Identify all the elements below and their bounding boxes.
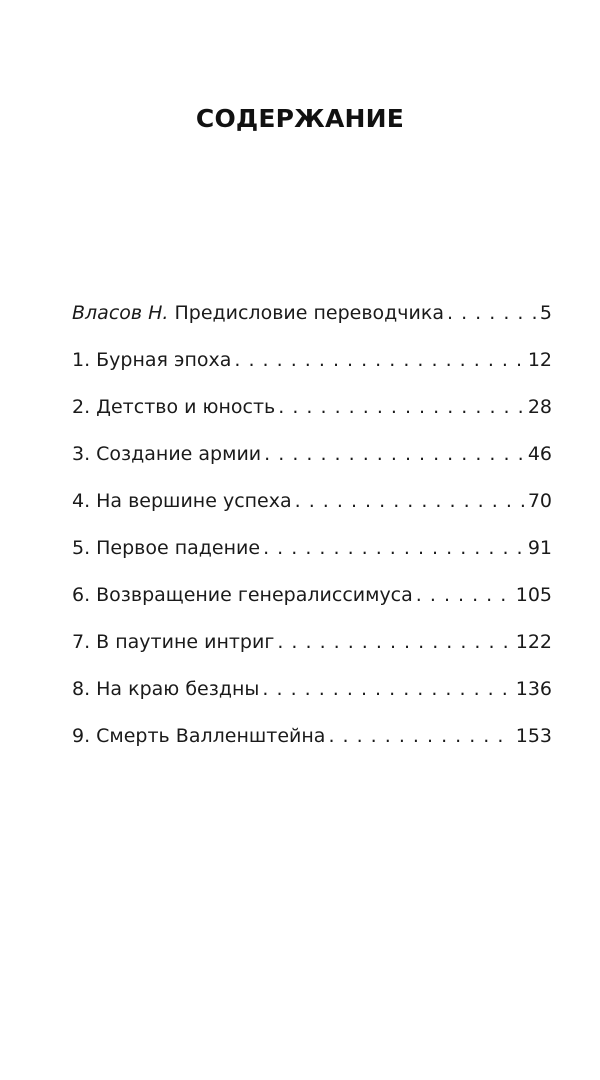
toc-entry-number: 4. xyxy=(72,490,91,512)
toc-entry-page: 91 xyxy=(527,537,552,559)
toc-entry-title: Создание армии xyxy=(96,443,262,465)
toc-entry-title: Предисловие переводчика xyxy=(174,302,444,324)
dot-leader xyxy=(328,719,512,753)
toc-entry-page: 12 xyxy=(527,349,552,371)
toc-entry-chapter-9 xyxy=(72,719,552,766)
toc-entry-number: 1. xyxy=(72,349,91,371)
dot-leader xyxy=(278,390,525,424)
toc-entry-page: 136 xyxy=(515,678,552,700)
toc-entry-number: 7. xyxy=(72,631,91,653)
toc-entry-title: На краю бездны xyxy=(96,678,260,700)
toc-entry-chapter-4 xyxy=(72,484,552,531)
dot-leader xyxy=(295,484,525,518)
toc-entry-title: На вершине успеха xyxy=(96,490,292,512)
dot-leader xyxy=(262,672,512,706)
toc-entry-page: 70 xyxy=(527,490,552,512)
toc-entry-author: Власов Н. xyxy=(72,302,169,324)
toc-entry-number: 3. xyxy=(72,443,91,465)
toc-entry-page: 153 xyxy=(515,725,552,747)
toc-entry-title: Первое падение xyxy=(96,537,261,559)
toc-entry-number: 6. xyxy=(72,584,91,606)
toc-entry-number: 2. xyxy=(72,396,91,418)
toc-entry-title: Возвращение генералиссимуса xyxy=(96,584,413,606)
toc-entry-title: В паутине интриг xyxy=(96,631,275,653)
toc-entry-page: 46 xyxy=(527,443,552,465)
toc-entry-chapter-1 xyxy=(72,343,552,390)
toc-entry-title: Детство и юность xyxy=(96,396,276,418)
toc-entry-chapter-2 xyxy=(72,390,552,437)
table-of-contents xyxy=(72,296,552,766)
toc-entry-page: 105 xyxy=(515,584,552,606)
toc-entry-number: 5. xyxy=(72,537,91,559)
toc-entry-page: 28 xyxy=(527,396,552,418)
toc-entry-preface xyxy=(72,296,552,343)
toc-entry-title: Бурная эпоха xyxy=(96,349,232,371)
dot-leader xyxy=(277,625,512,659)
toc-entry-chapter-7 xyxy=(72,625,552,672)
dot-leader xyxy=(264,437,525,471)
toc-entry-title: Смерть Валленштейна xyxy=(96,725,326,747)
toc-entry-number: 8. xyxy=(72,678,91,700)
toc-entry-chapter-3 xyxy=(72,437,552,484)
toc-entry-number: 9. xyxy=(72,725,91,747)
toc-entry-page: 5 xyxy=(539,302,552,324)
toc-entry-chapter-6 xyxy=(72,578,552,625)
dot-leader xyxy=(447,296,537,330)
dot-leader xyxy=(263,531,525,565)
toc-entry-chapter-8 xyxy=(72,672,552,719)
page-title: СОДЕРЖАНИЕ xyxy=(195,104,405,133)
toc-entry-page: 122 xyxy=(515,631,552,653)
dot-leader xyxy=(234,343,524,377)
dot-leader xyxy=(416,578,513,612)
toc-entry-chapter-5 xyxy=(72,531,552,578)
